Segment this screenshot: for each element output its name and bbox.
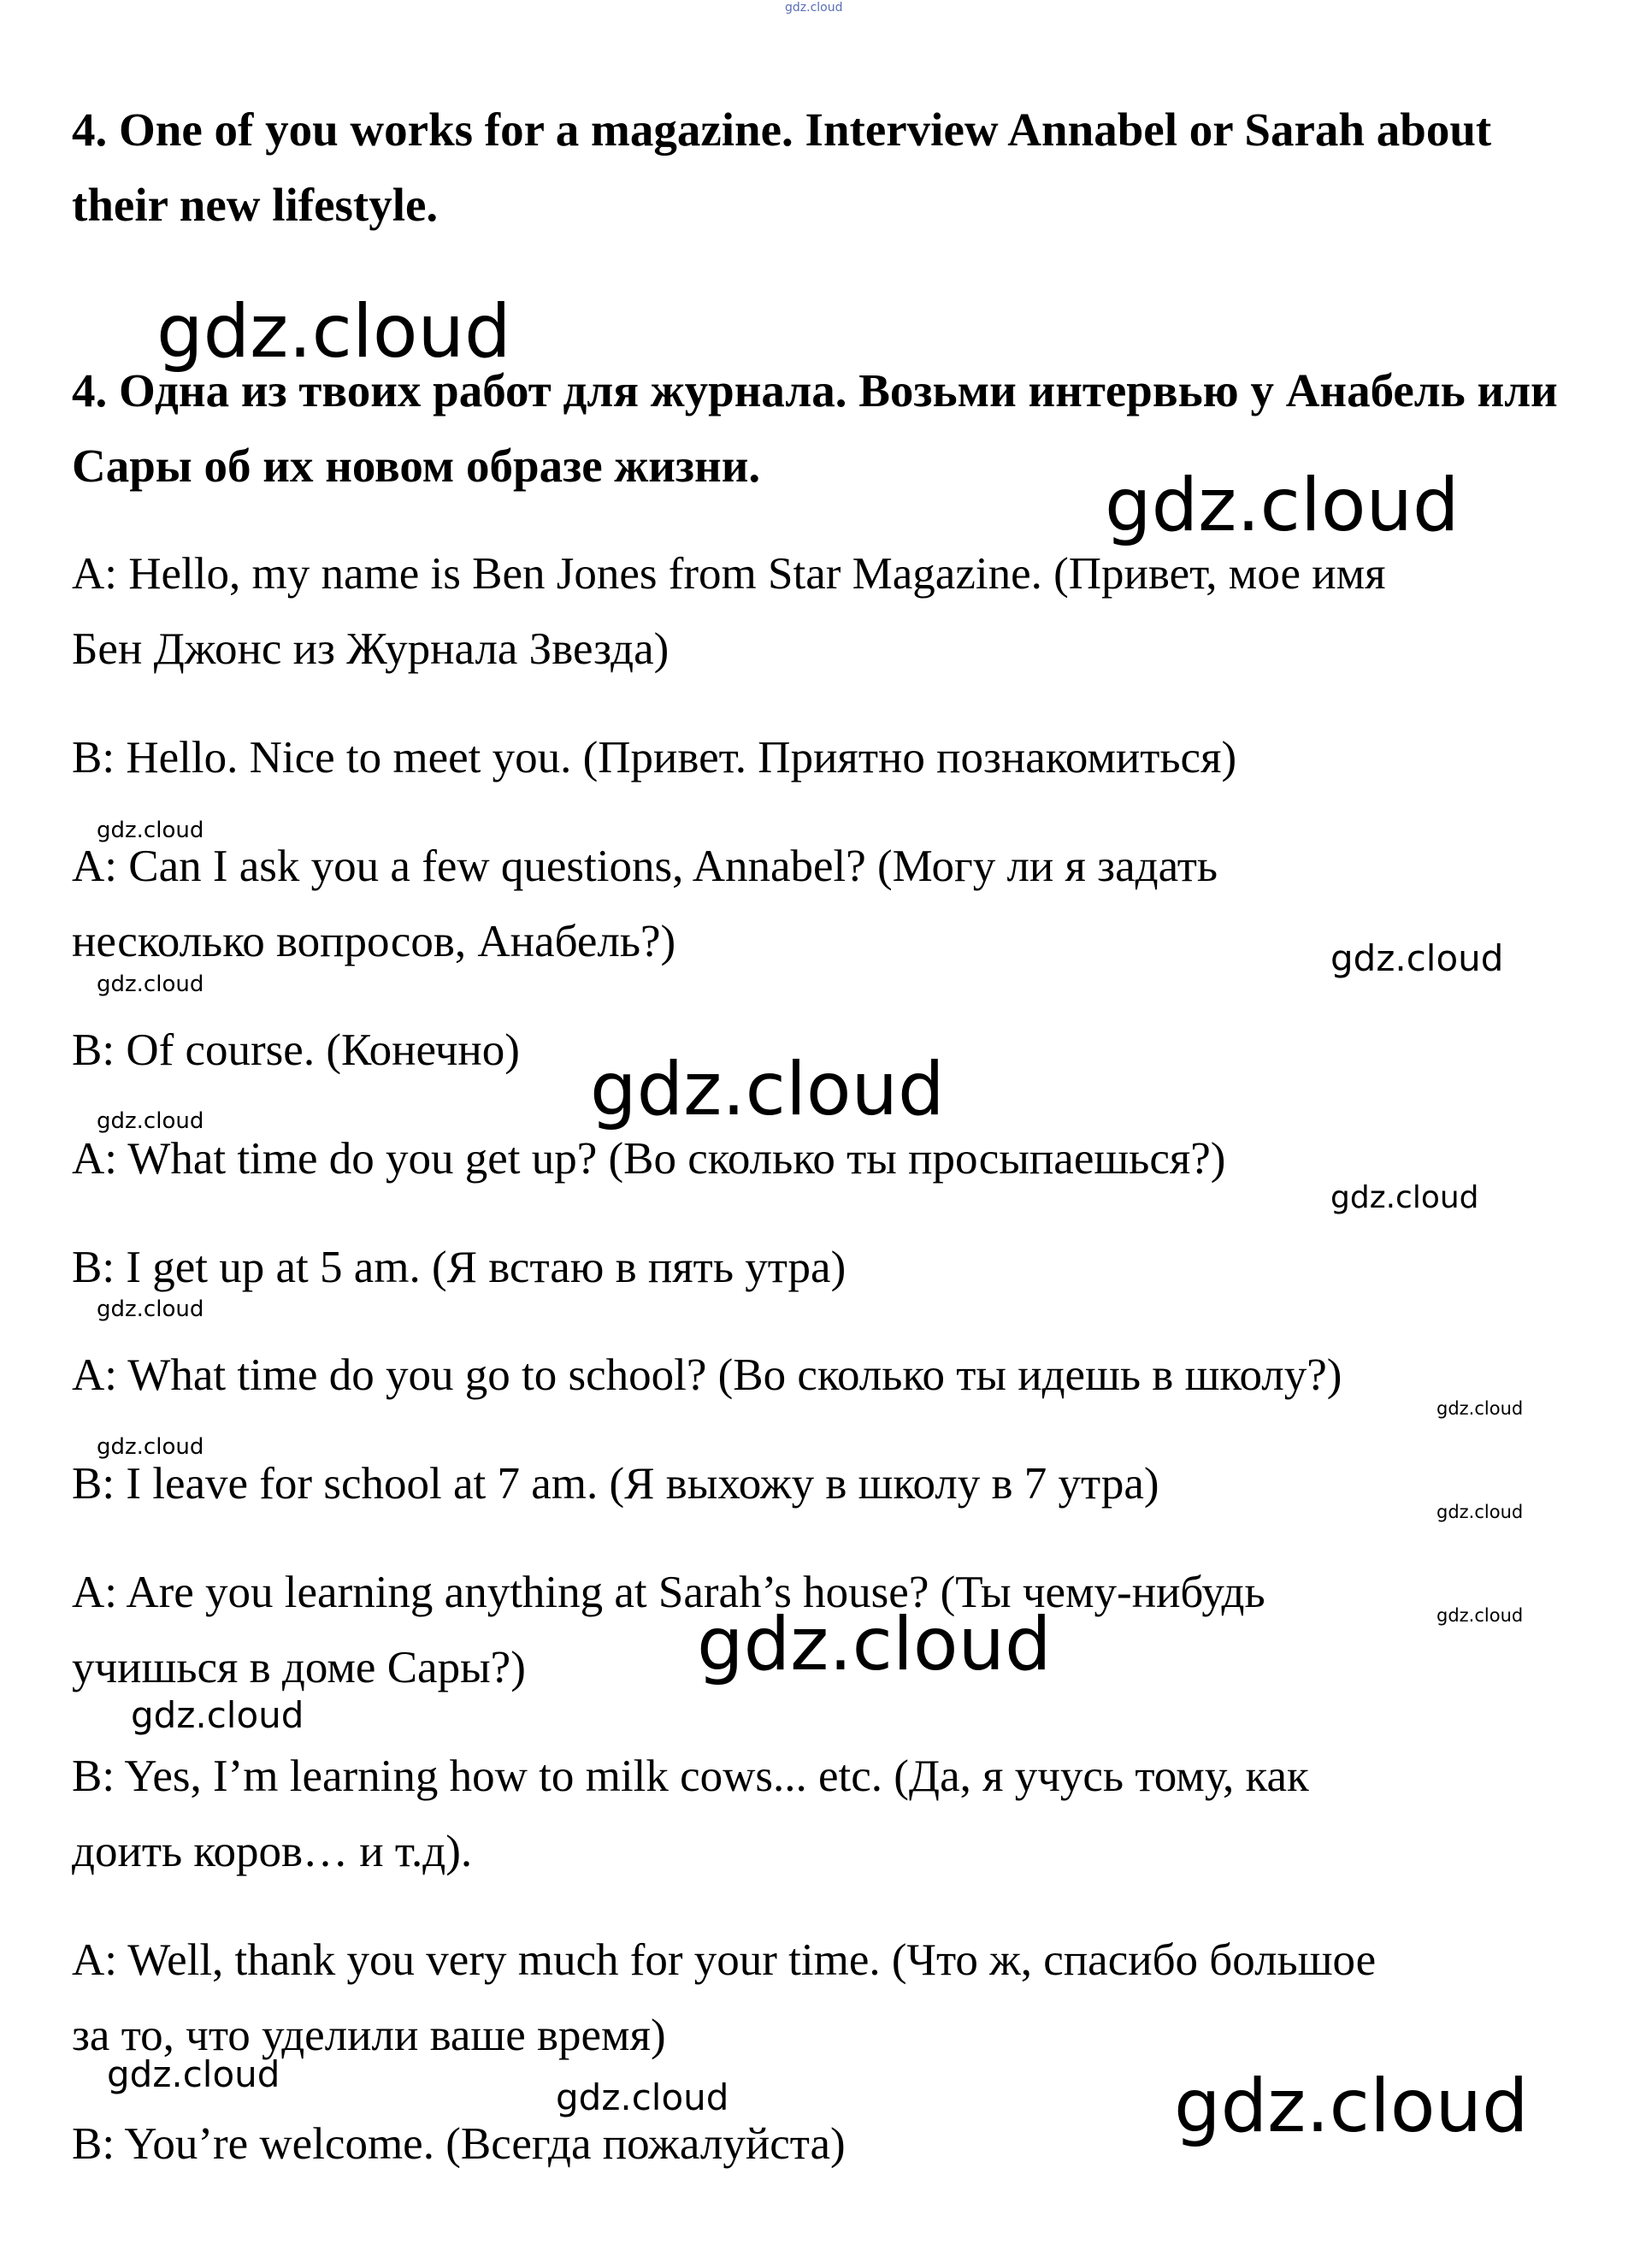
- dialogue-line-5: A: What time do you get up? (Во сколько ты просыпаешься?): [72, 1134, 1226, 1184]
- watermark-tiny-2: gdz.cloud: [1436, 1502, 1524, 1522]
- dialogue-line-10a: B: Yes, I’m learning how to milk cows... etc. (Да, я учусь тому, как: [72, 1751, 1309, 1801]
- watermark-small-3: gdz.cloud: [97, 1108, 204, 1134]
- dialogue-line-1a: A: Hello, my name is Ben Jones from Star Magazine. (Привет, мое имя: [72, 549, 1386, 599]
- watermark-small-4: gdz.cloud: [97, 1296, 204, 1322]
- watermark-small-1: gdz.cloud: [97, 818, 204, 843]
- dialogue-line-8: B: I leave for school at 7 am. (Я выхожу в школу в 7 утра): [72, 1459, 1159, 1509]
- task-heading-english: 4. One of you works for a magazine. Interview Annabel or Sarah about their new lifestyle.: [72, 103, 1492, 231]
- watermark-medium-3: gdz.cloud: [107, 2053, 280, 2095]
- dialogue-line-4: B: Of course. (Конечно): [72, 1025, 520, 1075]
- watermark-tiny-1: gdz.cloud: [1436, 1398, 1524, 1419]
- watermark-large-5: gdz.cloud: [1174, 2064, 1529, 2149]
- watermark-large-2: gdz.cloud: [1105, 463, 1460, 548]
- dialogue-line-2: B: Hello. Nice to meet you. (Привет. Приятно познакомиться): [72, 733, 1237, 783]
- watermark-large-4: gdz.cloud: [697, 1602, 1052, 1687]
- watermark-small-2: gdz.cloud: [97, 972, 204, 997]
- watermark-large-1: gdz.cloud: [156, 289, 511, 375]
- dialogue-line-3b: несколько вопросов, Анабель?): [72, 917, 676, 966]
- watermark-small-5: gdz.cloud: [97, 1434, 204, 1460]
- watermark-top: gdz.cloud: [785, 1, 843, 15]
- dialogue-line-12: B: You’re welcome. (Всегда пожалуйста): [72, 2119, 846, 2169]
- dialogue-line-11a: A: Well, thank you very much for your time. (Что ж, спасибо большое: [72, 1935, 1377, 1985]
- dialogue-line-10b: доить коров… и т.д).: [72, 1827, 473, 1876]
- watermark-medium-5: gdz.cloud: [1330, 1180, 1479, 1215]
- dialogue-line-7: A: What time do you go to school? (Во сколько ты идешь в школу?): [72, 1350, 1342, 1400]
- task-heading-russian: 4. Одна из твоих работ для журнала. Возьми интервью у Анабель или Сары об их новом образе жизни.: [72, 364, 1558, 492]
- dialogue-line-11b: за то, что уделили ваше время): [72, 2011, 666, 2060]
- watermark-medium-2: gdz.cloud: [131, 1694, 304, 1736]
- dialogue-line-9a: A: Are you learning anything at Sarah’s house? (Ты чему-нибудь: [72, 1568, 1265, 1617]
- dialogue-line-3a: A: Can I ask you a few questions, Annabel? (Могу ли я задать: [72, 842, 1218, 891]
- dialogue-line-6: B: I get up at 5 am. (Я встаю в пять утра): [72, 1243, 846, 1292]
- watermark-large-3: gdz.cloud: [590, 1047, 945, 1132]
- watermark-medium-4: gdz.cloud: [556, 2076, 729, 2118]
- dialogue-line-9b: учишься в доме Сары?): [72, 1643, 526, 1692]
- watermark-tiny-3: gdz.cloud: [1436, 1605, 1524, 1626]
- dialogue-line-1b: Бен Джонс из Журнала Звезда): [72, 624, 670, 674]
- watermark-medium-1: gdz.cloud: [1330, 937, 1504, 979]
